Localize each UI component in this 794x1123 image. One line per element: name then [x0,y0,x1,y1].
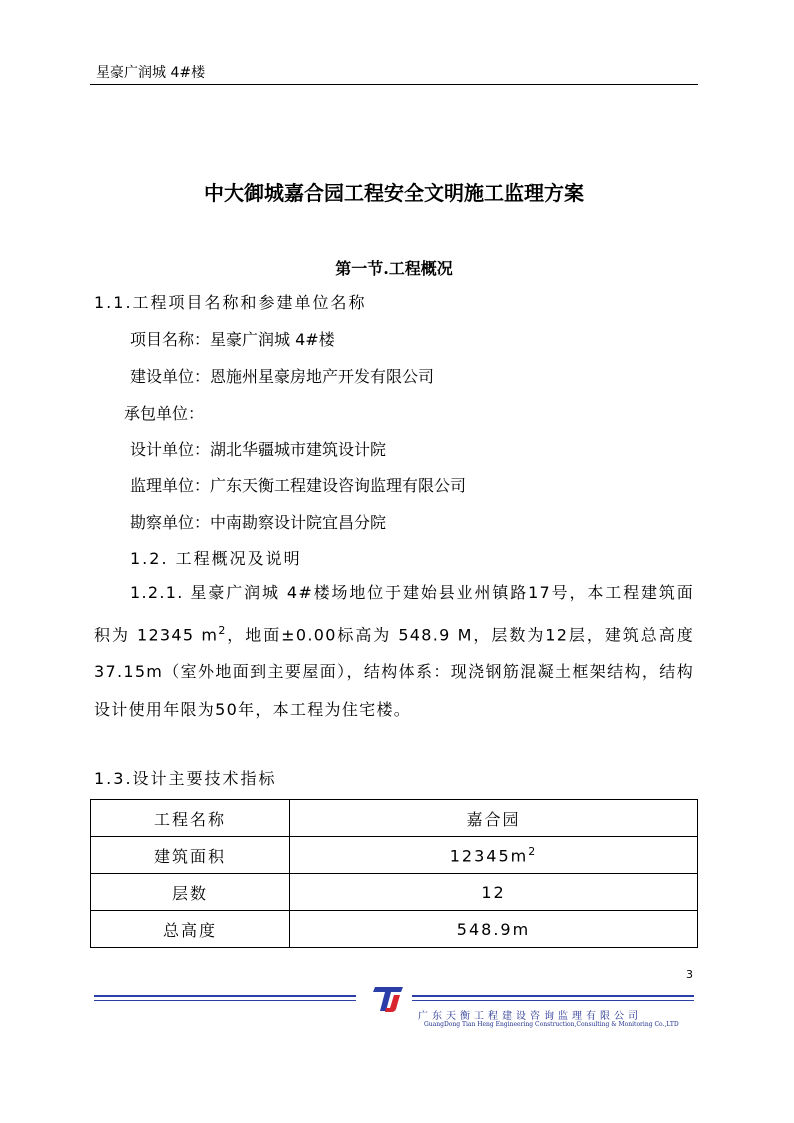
table-row [91,800,698,837]
cell-value-text: 548.9m [456,919,531,939]
table-row [91,874,698,911]
footer-rule-right [412,995,694,997]
paragraph-1-2-1 [94,574,694,728]
cell-value-text: 12 [481,882,506,902]
cell-value-text: 嘉合园 [466,809,521,829]
table-cell-label: 层数 [91,874,290,911]
heading-1-1: 1.1.工程项目名称和参建单位名称 [94,293,367,312]
paragraph-1-2-1-text-b: ，地面±0.00标高为 548.9 M，层数为12层，建筑总高度 37.15m（室外地面到主要屋面），结构体系：现浇钢筋混凝土框架结构，结构设计使用年限为50年，本工程为住宅楼。 [94,624,694,719]
company-name-en: GuangDong Tian Heng Engineering Construction,Consulting & Monitoring Co.,LTD [424,1021,679,1028]
table-row [91,837,698,874]
heading-1-3: 1.3.设计主要技术指标 [94,769,277,788]
table-cell-value [290,874,698,911]
heading-1-2: 1.2. 工程概况及说明 [130,549,302,568]
page-number: 3 [686,968,693,981]
company-logo-icon [372,985,406,1013]
paragraph-1-2-1-text-a: 1.2.1. 星豪广润城 4#楼场地位于建始县业州镇路17号，本工程建筑面积为 12345 m [94,583,694,644]
header-rule [90,84,698,85]
document-title: 中大御城嘉合园工程安全文明施工监理方案 [204,181,584,205]
table-cell-value [290,911,698,948]
table-cell-value [290,837,698,874]
table-cell-label: 建筑面积 [91,837,290,874]
header-title: 星豪广润城 4#楼 [96,65,206,81]
table-cell-label: 总高度 [91,911,290,948]
footer-rule-right-thin [412,1000,694,1001]
table-cell-label: 工程名称 [91,800,290,837]
area-unit-superscript: 2 [218,623,227,637]
builder-line: 建设单位：恩施州星豪房地产开发有限公司 [130,367,435,386]
cell-value-superscript: 2 [528,844,538,858]
supervisor-line: 监理单位：广东天衡工程建设咨询监理有限公司 [130,476,467,495]
surveyor-line: 勘察单位：中南勘察设计院宜昌分院 [130,513,387,532]
spec-table [90,799,698,948]
footer-rule-left [94,995,356,997]
cell-value-text: 12345m [449,846,529,866]
table-row [91,911,698,948]
company-name-cn: 广东天衡工程建设咨询监理有限公司 [418,1011,642,1022]
table-cell-value [290,800,698,837]
footer-rule-left-thin [94,1000,356,1001]
section-title: 第一节.工程概况 [335,259,453,278]
designer-line: 设计单位：湖北华疆城市建筑设计院 [130,440,387,459]
project-name-line: 项目名称：星豪广润城 4#楼 [130,330,335,349]
contractor-line: 承包单位： [124,404,205,423]
